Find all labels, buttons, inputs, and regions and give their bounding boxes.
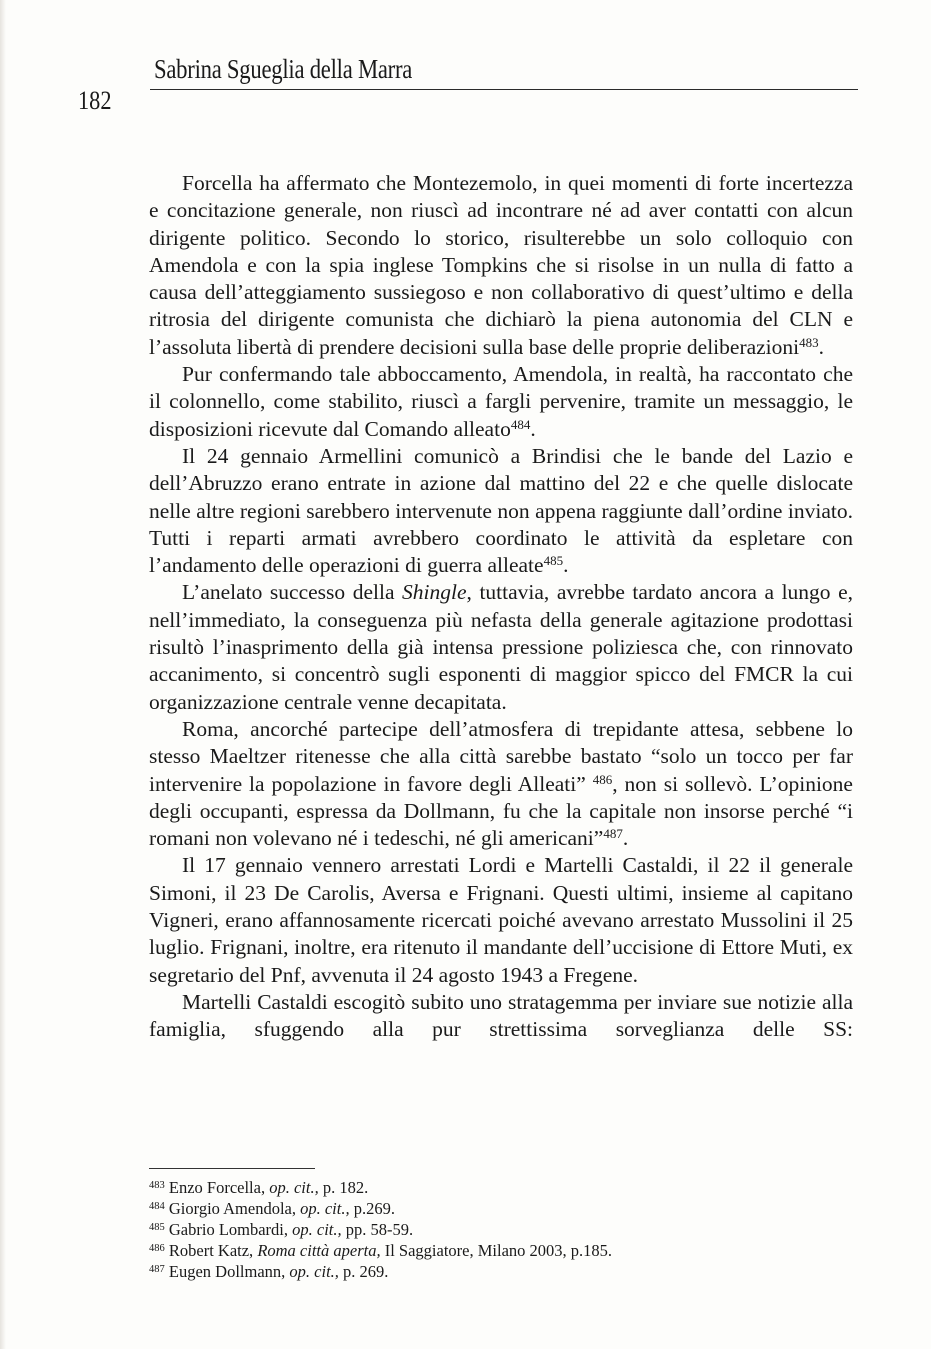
- footnote-author: Enzo Forcella,: [168, 1178, 270, 1197]
- punctuation: .: [622, 826, 629, 851]
- footnote-rest: pp. 58-59.: [341, 1220, 414, 1240]
- footnote-486: [149, 1240, 853, 1261]
- footnote-title: op. cit.,: [292, 1220, 342, 1240]
- paragraph-text: Forcella ha affermato che Montezemolo, in quei momenti di forte incertezza e concitazione generale, non riuscì ad incontrare né ad aver contatti con alcun dirigente politico. Secondo lo storico, risulterebbe un solo colloquio con Amendola e con la spia inglese Tompkins che si risolse in un nulla di fatto a causa dell’atteggiamento sussiegoso e non collaborativo di quest’ultimo e della ritrosia del dirigente comunista che dichiarò la piena autonomia del CLN e l’assoluta libertà di prendere decisioni sulla base delle proprie deliberazioni: [149, 171, 853, 359]
- footnote-ref-483: 483: [799, 334, 819, 350]
- footnote-author: Gabrio Lombardi,: [168, 1220, 293, 1240]
- footnote-484: [149, 1198, 853, 1219]
- footnote-number: 483: [149, 1180, 165, 1191]
- footnote-rest: p. 269.: [338, 1262, 389, 1282]
- footnote-number: 486: [149, 1243, 165, 1255]
- footnote-author: Robert Katz,: [168, 1241, 258, 1261]
- paragraph-text: Il 17 gennaio vennero arrestati Lordi e Martelli Castaldi, il 22 il generale Simoni, il 23 De Carolis, Aversa e Frignani. Questi ultimi, insieme al capitano Vigneri, erano affannosamente ricercati poiché avevano arrestato Mussolini il 25 luglio. Frignani, inoltre, era ritenuto il mandante dell’uccisione di Ettore Muti, ex segretario del Pnf, avvenuta il 24 agosto 1943 a Fregene.: [149, 853, 853, 987]
- paragraph-text: L’anelato successo della: [182, 580, 403, 605]
- footnote-title: op. cit.,: [269, 1178, 319, 1197]
- footnotes: [149, 1177, 853, 1282]
- paragraph-text: Il 24 gennaio Armellini comunicò a Brindisi che le bande del Lazio e dell’Abruzzo erano entrate in azione dal mattino del 22 e che quelle dislocate nelle altre regioni sarebbero intervenute non appena raggiunte dall’ordine inviato. Tutti i reparti armati avrebbero coordinato le attività da espletare con l’andamento delle operazioni di guerra alleate: [149, 443, 853, 578]
- footnote-485: [149, 1219, 853, 1240]
- paragraph-7: [149, 989, 853, 1044]
- punctuation: .: [563, 553, 569, 578]
- footnote-number: 487: [149, 1264, 165, 1276]
- paragraph-text: , non si sollevò. L’opinione degli occupanti, espressa da Dollmann, fu che la capitale non insorse perché “i romani non volevano né i tedeschi, né gli americani”: [149, 771, 853, 851]
- footnote-rule: [149, 1168, 315, 1169]
- paragraph-5: [149, 716, 853, 852]
- header-rule: [150, 89, 858, 90]
- footnote-number: 485: [149, 1222, 165, 1234]
- footnote-483: [149, 1177, 853, 1198]
- footnote-rest: p. 182.: [318, 1178, 369, 1197]
- footnote-rest: Il Saggiatore, Milano 2003, p.185.: [380, 1241, 613, 1261]
- paragraph-6: [149, 852, 853, 988]
- paragraph-text: Martelli Castaldi escogitò subito uno stratagemma per inviare sue notizie alla famiglia, sfuggendo alla pur strettissima sorveglianza delle SS:: [149, 989, 853, 1042]
- punctuation: .: [530, 416, 536, 441]
- footnote-title: op. cit.,: [289, 1262, 339, 1282]
- footnote-title: op. cit.,: [300, 1199, 350, 1219]
- footnote-ref-487: 487: [603, 826, 623, 842]
- footnote-487: [149, 1261, 853, 1282]
- footnote-title: Roma città aperta,: [257, 1241, 381, 1261]
- paragraph-text: Roma, ancorché partecipe dell’atmosfera di trepidante attesa, sebbene lo stesso Maeltzer ritenesse che alla città sarebbe bastato “solo un tocco per far intervenire la popolazione in favore degli Alleati”: [149, 716, 853, 796]
- operation-name: Shingle: [402, 580, 467, 605]
- punctuation: .: [818, 334, 825, 359]
- paragraph-text: Pur confermando tale abboccamento, Amendola, in realtà, ha raccontato che il colonnello, come stabilito, riuscì a fargli pervenire, tramite un messaggio, le disposizioni ricevute dal Comando alleato: [149, 362, 853, 441]
- paragraph-3: [149, 443, 853, 579]
- footnote-ref-485: 485: [543, 553, 564, 569]
- footnote-author: Eugen Dollmann,: [168, 1262, 290, 1282]
- paragraph-text: , tuttavia, avrebbe tardato ancora a lungo e, nell’immediato, la conseguenza più nefasta della generale agitazione prodottasi risultò l’inasprimento della già intensa pressione poliziesca che, con rinnovato accanimento, si concentrò sugli esponenti di maggior spicco del FMCR la cui organizzazione centrale venne decapitata.: [149, 580, 853, 714]
- running-header-author: Sabrina Sgueglia della Marra: [154, 54, 413, 84]
- footnote-rest: p.269.: [349, 1199, 395, 1219]
- footnote-number: 484: [149, 1201, 165, 1213]
- footnote-author: Giorgio Amendola,: [168, 1199, 301, 1219]
- paragraph-2: [149, 361, 853, 443]
- page-edge: [0, 0, 6, 1349]
- footnote-ref-486: 486: [592, 771, 613, 787]
- page-number: 182: [78, 86, 112, 115]
- paragraph-4: [149, 579, 853, 715]
- paragraph-1: [149, 170, 853, 361]
- footnote-ref-484: 484: [510, 416, 531, 432]
- body-text: [149, 170, 853, 1044]
